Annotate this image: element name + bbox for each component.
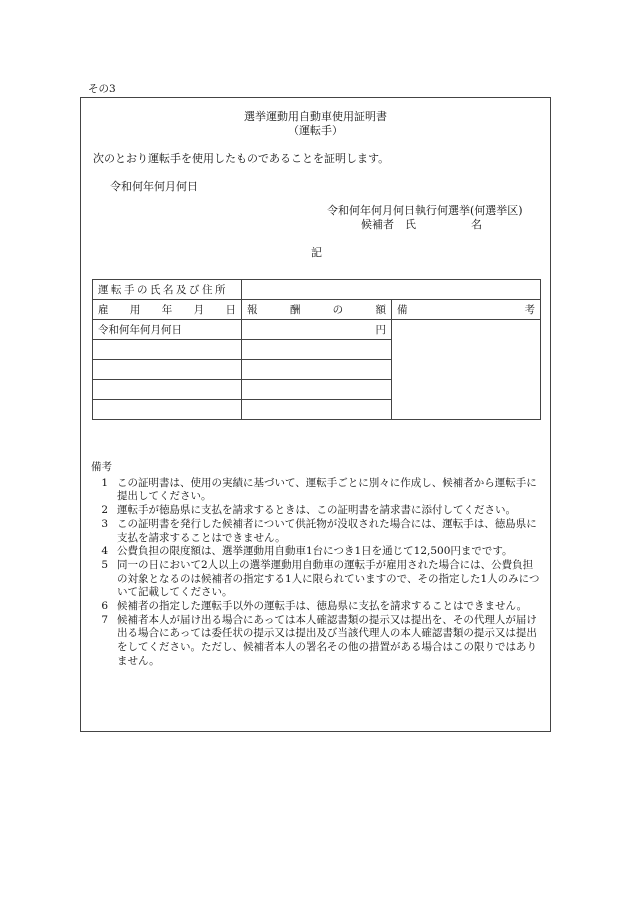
header-period-char: 用 xyxy=(129,304,141,316)
header-period-char: 日 xyxy=(225,304,236,316)
header-period-char: 年 xyxy=(161,304,173,316)
header-remarks-char: 考 xyxy=(524,304,535,316)
header-remarks-char: 備 xyxy=(397,304,408,316)
header-fee-char: の xyxy=(332,304,344,316)
note-number: 7 xyxy=(101,613,108,626)
period-cell[interactable] xyxy=(93,380,242,400)
header-fee xyxy=(242,300,392,320)
fee-cell[interactable]: 円 xyxy=(242,320,392,340)
note-text: 候補者の指定した運転手以外の運転手は、徳島県に支払を請求することはできません。 xyxy=(117,600,528,613)
candidate-name-line: 候補者 氏 名 xyxy=(361,218,482,231)
note-text: 候補者本人が届け出る場合にあっては本人確認書類の提示又は提出を、その代理人が届け出る場合にあっては委任状の提示又は提出及び当該代理人の本人確認書類の提示又は提出をしてください。ただし、候補者本人の署名その他の措置がある場合はこの限りではありません。 xyxy=(117,613,537,667)
note-number: 4 xyxy=(101,545,108,558)
notes-section xyxy=(91,461,543,669)
note-text: 運転手が徳島県に支払を請求するときは、この証明書を請求書に添付してください。 xyxy=(117,504,516,517)
remarks-cell[interactable] xyxy=(392,320,541,420)
form-title-sub: （運転手） xyxy=(288,124,343,137)
note-number: 1 xyxy=(101,476,108,489)
note-text: この証明書を発行した候補者について供託物が没収された場合には、運転手は、徳島県に支払を請求することはできません。 xyxy=(117,517,537,544)
note-number: 2 xyxy=(101,504,108,517)
note-item xyxy=(91,600,543,614)
note-text: この証明書は、使用の実績に基づいて、運転手ごとに別々に作成し、候補者から運転手に提出してください。 xyxy=(117,476,537,503)
header-period-char: 雇 xyxy=(98,304,109,316)
note-number: 3 xyxy=(101,517,108,530)
table-header-row xyxy=(93,300,541,320)
note-item xyxy=(91,518,543,545)
period-cell[interactable]: 令和何年何月何日 xyxy=(93,320,242,340)
note-item xyxy=(91,477,543,504)
note-item xyxy=(91,545,543,559)
driver-name-field[interactable] xyxy=(242,280,541,300)
driver-name-label: 運転手の氏名及び住所 xyxy=(93,280,242,300)
period-cell[interactable] xyxy=(93,400,242,420)
page-label: その3 xyxy=(88,83,116,95)
form-title-main: 選挙運動用自動車使用証明書 xyxy=(244,110,387,123)
driver-name-row xyxy=(93,280,541,300)
intro-statement: 次のとおり運転手を使用したものであることを証明します。 xyxy=(93,152,390,165)
note-text: 公費負担の限度額は、選挙運動用自動車1台につき1日を通じて12,500円までです。 xyxy=(117,545,513,558)
header-fee-char: 報 xyxy=(247,304,258,316)
header-period xyxy=(93,300,242,320)
issuer-block xyxy=(327,204,523,232)
note-item xyxy=(91,614,543,669)
fee-cell[interactable] xyxy=(242,360,392,380)
certification-date: 令和何年何月何日 xyxy=(110,180,198,193)
period-cell[interactable] xyxy=(93,340,242,360)
note-item xyxy=(91,504,543,518)
note-number: 6 xyxy=(101,600,108,613)
header-remarks xyxy=(392,300,541,320)
header-fee-char: 酬 xyxy=(289,304,301,316)
fee-cell[interactable] xyxy=(242,340,392,360)
header-period-char: 月 xyxy=(193,304,205,316)
period-cell[interactable] xyxy=(93,360,242,380)
notes-heading: 備考 xyxy=(91,461,112,473)
fee-cell[interactable] xyxy=(242,380,392,400)
ki-mark: 記 xyxy=(311,246,322,259)
header-fee-char: 額 xyxy=(375,304,386,316)
note-item xyxy=(91,559,543,600)
election-line: 令和何年何月何日執行何選挙(何選挙区) xyxy=(327,204,523,217)
table-row xyxy=(93,320,541,340)
note-text: 同一の日において2人以上の選挙運動用自動車の運転手が雇用された場合には、公費負担の対象となるのは候補者の指定する1人に限られていますので、その指定した1人のみについて記載してください。 xyxy=(117,558,540,599)
certificate-form xyxy=(80,97,551,732)
fee-cell[interactable] xyxy=(242,400,392,420)
form-title xyxy=(81,110,550,138)
driver-table xyxy=(92,279,541,420)
note-number: 5 xyxy=(101,558,108,571)
